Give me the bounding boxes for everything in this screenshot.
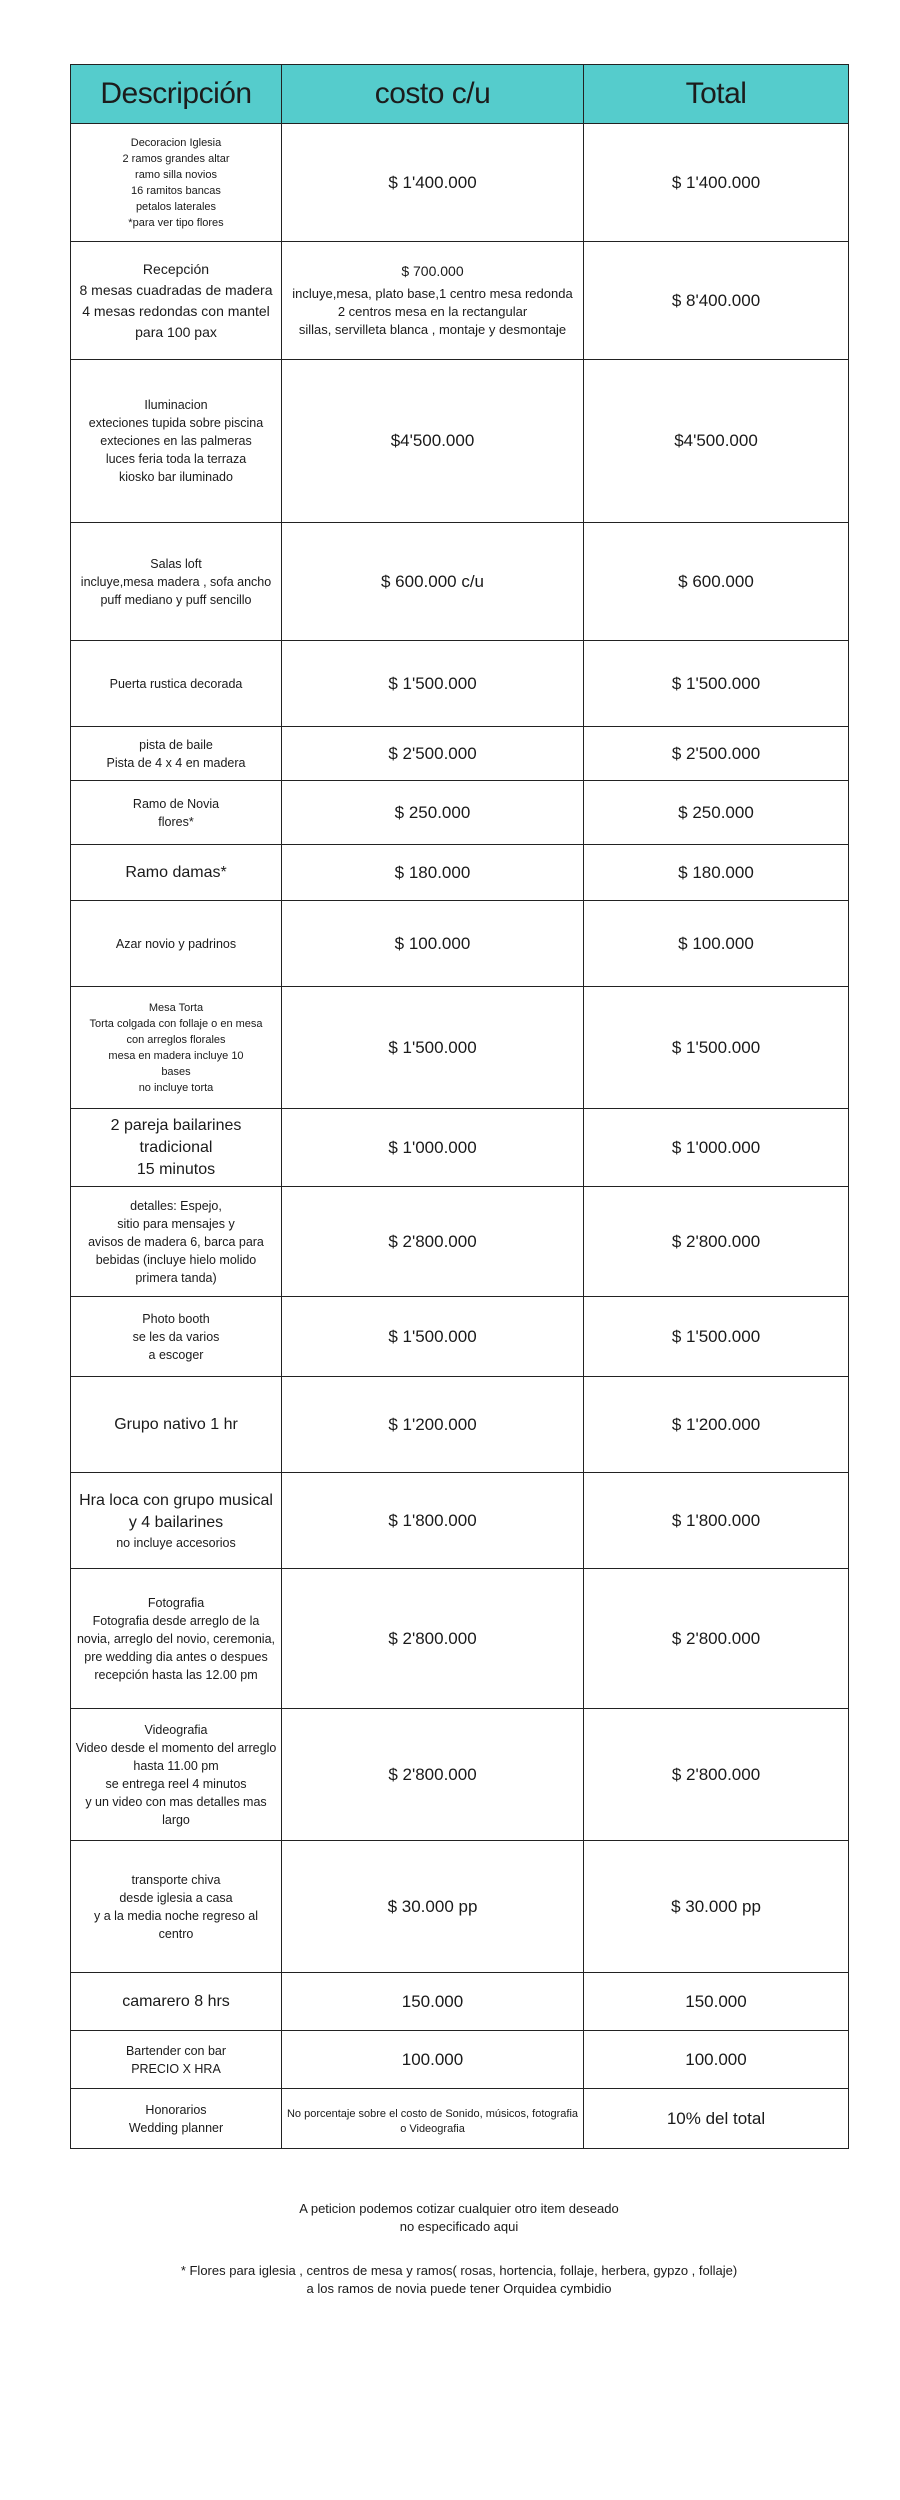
description-line: Grupo nativo 1 hr — [114, 1415, 238, 1433]
description-line: mesa en madera incluye 10 — [108, 1049, 244, 1062]
unit-cost-value: 100.000 — [401, 2049, 464, 2069]
row-description — [71, 523, 282, 641]
unit-cost-value: $ 1'500.000 — [388, 1326, 477, 1346]
description-line: exteciones en las palmeras — [100, 434, 252, 448]
row-total: $ 1'500.000 — [584, 1297, 849, 1377]
description-line: y a la media noche regreso al — [94, 1908, 258, 1923]
unit-cost-value: $ 1'200.000 — [388, 1414, 477, 1434]
row-total: $ 2'800.000 — [584, 1569, 849, 1709]
description-line: centro — [158, 1926, 194, 1941]
description-line: Recepción — [142, 260, 210, 277]
row-unit-cost — [282, 523, 584, 641]
description-line: ramo silla novios — [135, 168, 217, 181]
row-unit-cost — [282, 1841, 584, 1973]
description-line: Salas loft — [150, 556, 202, 571]
row-unit-cost — [282, 1297, 584, 1377]
unit-cost-value: $ 600.000 c/u — [380, 571, 485, 591]
row-description — [71, 360, 282, 523]
table-row — [71, 1297, 849, 1377]
row-total: $ 30.000 pp — [584, 1841, 849, 1973]
row-unit-cost — [282, 2089, 584, 2149]
description-line: y 4 bailarines — [128, 1513, 224, 1531]
table-row — [71, 1109, 849, 1187]
row-total: $ 2'500.000 — [584, 727, 849, 781]
description-line: Photo booth — [142, 1311, 210, 1326]
description-line: se entrega reel 4 minutos — [105, 1776, 247, 1791]
note-line: no especificado aqui — [399, 2219, 519, 2234]
table-row — [71, 1473, 849, 1569]
unit-cost-value: $ 180.000 — [394, 862, 471, 882]
row-description — [71, 987, 282, 1109]
unit-cost-value: $ 700.000 — [401, 262, 464, 279]
table-header-row — [71, 65, 849, 124]
description-line: bases — [161, 1065, 191, 1078]
description-line: recepción hasta las 12.00 pm — [94, 1667, 258, 1682]
row-unit-cost — [282, 2031, 584, 2089]
row-description — [71, 1377, 282, 1473]
description-line: 2 ramos grandes altar — [122, 152, 230, 165]
row-total: 100.000 — [584, 2031, 849, 2089]
price-table — [70, 64, 849, 2149]
row-unit-cost — [282, 124, 584, 242]
description-line: y un video con mas detalles mas largo — [85, 1794, 267, 1827]
description-line: avisos de madera 6, barca para — [88, 1234, 264, 1249]
unit-cost-value: $4'500.000 — [390, 431, 475, 450]
row-total: $ 180.000 — [584, 845, 849, 901]
footer-notes — [70, 2200, 848, 2324]
description-line: detalles: Espejo, — [130, 1198, 222, 1213]
table-row — [71, 1841, 849, 1973]
description-line: Video desde el momento del arreglo — [75, 1740, 277, 1755]
row-unit-cost — [282, 1973, 584, 2031]
description-line: pista de baile — [139, 737, 213, 752]
unit-cost-value: 150.000 — [401, 1991, 464, 2011]
unit-cost-value: $ 2'800.000 — [388, 1764, 477, 1784]
description-line: hasta 11.00 pm — [133, 1758, 219, 1773]
cost-detail-line: 2 centros mesa en la rectangular — [337, 303, 528, 319]
table-row — [71, 987, 849, 1109]
row-total: $4'500.000 — [584, 360, 849, 523]
row-description — [71, 2089, 282, 2149]
unit-cost-detail — [286, 2107, 579, 2137]
note-flowers — [70, 2262, 848, 2298]
table-row — [71, 360, 849, 523]
table-row — [71, 1569, 849, 1709]
description-line: incluye,mesa madera , sofa ancho — [80, 574, 272, 589]
row-description — [71, 1709, 282, 1841]
table-row — [71, 1973, 849, 2031]
row-description — [71, 1109, 282, 1187]
description-line: para 100 pax — [135, 323, 217, 340]
description-line: exteciones tupida sobre piscina — [88, 416, 264, 430]
description-line: a escoger — [148, 1347, 204, 1362]
row-total: $ 1'500.000 — [584, 641, 849, 727]
row-unit-cost — [282, 1569, 584, 1709]
table-row — [71, 523, 849, 641]
description-line: novia, arreglo del novio, ceremonia, — [76, 1631, 276, 1646]
table-row — [71, 727, 849, 781]
row-description — [71, 242, 282, 360]
row-description — [71, 2031, 282, 2089]
description-line: *para ver tipo flores — [128, 216, 224, 229]
unit-cost-value: $ 2'800.000 — [388, 1628, 477, 1648]
note-line: A peticion podemos cotizar cualquier otro item deseado — [299, 2201, 619, 2216]
unit-cost-value: $ 250.000 — [394, 802, 471, 822]
description-line: puff mediano y puff sencillo — [100, 592, 252, 607]
table-row — [71, 124, 849, 242]
row-total: $ 1'000.000 — [584, 1109, 849, 1187]
description-line: Videografia — [144, 1722, 208, 1737]
description-line: sitio para mensajes y — [117, 1216, 235, 1231]
unit-cost-value: $ 100.000 — [394, 933, 471, 953]
description-line: transporte chiva — [131, 1872, 221, 1887]
description-line: 8 mesas cuadradas de madera — [79, 281, 273, 298]
unit-cost-detail — [286, 285, 579, 339]
row-total: 150.000 — [584, 1973, 849, 2031]
row-description — [71, 845, 282, 901]
table-row — [71, 242, 849, 360]
row-unit-cost — [282, 641, 584, 727]
description-line: 4 mesas redondas con mantel — [82, 302, 270, 319]
description-line: flores* — [158, 814, 194, 829]
table-body — [71, 124, 849, 2149]
description-line: Ramo damas* — [125, 863, 227, 881]
row-total: $ 250.000 — [584, 781, 849, 845]
cost-detail-line: sillas, servilleta blanca , montaje y desmontaje — [298, 321, 567, 337]
table-row — [71, 901, 849, 987]
unit-cost-value: $ 2'500.000 — [388, 743, 477, 763]
row-unit-cost — [282, 1109, 584, 1187]
row-description — [71, 727, 282, 781]
table-row — [71, 2031, 849, 2089]
unit-cost-value: $ 1'500.000 — [388, 673, 477, 693]
row-total: $ 1'400.000 — [584, 124, 849, 242]
description-line: luces feria toda la terraza — [105, 452, 247, 466]
description-line: 16 ramitos bancas — [131, 184, 221, 197]
cost-detail-line: o Videografia — [400, 2122, 465, 2135]
unit-cost-value: $ 1'800.000 — [388, 1510, 477, 1530]
row-total: $ 2'800.000 — [584, 1187, 849, 1297]
row-description — [71, 124, 282, 242]
description-line: petalos laterales — [135, 200, 217, 213]
description-line: kiosko bar iluminado — [119, 470, 233, 484]
note-quote-request — [70, 2200, 848, 2236]
description-line: 2 pareja bailarines tradicional — [110, 1116, 242, 1156]
row-description — [71, 1841, 282, 1973]
table-row — [71, 2089, 849, 2149]
row-total: $ 1'200.000 — [584, 1377, 849, 1473]
header-description: Descripción — [71, 65, 282, 124]
quote-table-container — [70, 64, 848, 2149]
note-line: a los ramos de novia puede tener Orquidea cymbidio — [306, 2281, 612, 2296]
row-description — [71, 781, 282, 845]
unit-cost-value: $ 30.000 pp — [387, 1896, 478, 1916]
description-line: Puerta rustica decorada — [109, 676, 243, 691]
row-unit-cost — [282, 1187, 584, 1297]
description-line: bebidas (incluye hielo molido — [95, 1252, 257, 1267]
description-line: Hra loca con grupo musical — [79, 1491, 273, 1509]
table-row — [71, 1709, 849, 1841]
description-line: pre wedding dia antes o despues — [84, 1649, 268, 1664]
description-line: se les da varios — [132, 1329, 220, 1344]
row-unit-cost — [282, 901, 584, 987]
table-row — [71, 1187, 849, 1297]
row-unit-cost — [282, 781, 584, 845]
unit-cost-value: $ 1'500.000 — [388, 1037, 477, 1057]
cost-detail-line: No porcentaje sobre el costo de Sonido, músicos, fotografia — [286, 2107, 579, 2120]
description-line: Fotografia — [147, 1595, 205, 1610]
description-line: no incluye accesorios — [116, 1535, 236, 1550]
description-line: Fotografia desde arreglo de la — [92, 1613, 260, 1628]
row-total: $ 1'800.000 — [584, 1473, 849, 1569]
description-line: desde iglesia a casa — [119, 1890, 233, 1905]
row-description — [71, 901, 282, 987]
row-description — [71, 1297, 282, 1377]
description-line: Bartender con bar — [125, 2043, 227, 2058]
row-unit-cost — [282, 987, 584, 1109]
row-total: 10% del total — [584, 2089, 849, 2149]
row-unit-cost — [282, 360, 584, 523]
table-row — [71, 845, 849, 901]
description-line: PRECIO X HRA — [131, 2061, 221, 2076]
row-description — [71, 1973, 282, 2031]
description-line: Azar novio y padrinos — [115, 936, 237, 951]
description-line: Mesa Torta — [148, 1001, 204, 1014]
table-row — [71, 1377, 849, 1473]
description-line: Wedding planner — [128, 2120, 224, 2135]
description-line: Torta colgada con follaje o en mesa — [89, 1017, 263, 1030]
description-line: Iluminacion — [144, 398, 208, 412]
unit-cost-value: $ 1'000.000 — [388, 1137, 477, 1157]
row-unit-cost — [282, 845, 584, 901]
note-line: * Flores para iglesia , centros de mesa y ramos( rosas, hortencia, follaje, herbera, gypzo , follaje) — [180, 2263, 738, 2278]
row-unit-cost — [282, 727, 584, 781]
row-total: $ 1'500.000 — [584, 987, 849, 1109]
description-line: 15 minutos — [136, 1160, 216, 1178]
row-description — [71, 641, 282, 727]
row-total: $ 8'400.000 — [584, 242, 849, 360]
unit-cost-value: $ 2'800.000 — [388, 1231, 477, 1251]
table-row — [71, 781, 849, 845]
description-line: no incluye torta — [138, 1081, 214, 1094]
table-row — [71, 641, 849, 727]
description-line: con arreglos florales — [126, 1033, 226, 1046]
description-line: Pista de 4 x 4 en madera — [106, 755, 246, 770]
cost-detail-line: incluye,mesa, plato base,1 centro mesa redonda — [292, 285, 573, 301]
unit-cost-value: $ 1'400.000 — [388, 172, 477, 192]
row-unit-cost — [282, 1709, 584, 1841]
description-line: Decoracion Iglesia — [130, 136, 222, 149]
row-description — [71, 1473, 282, 1569]
description-line: Ramo de Novia — [132, 796, 220, 811]
row-total: $ 2'800.000 — [584, 1709, 849, 1841]
row-description — [71, 1187, 282, 1297]
row-total: $ 600.000 — [584, 523, 849, 641]
header-unit-cost: costo c/u — [282, 65, 584, 124]
description-line: camarero 8 hrs — [122, 1992, 230, 2010]
row-description — [71, 1569, 282, 1709]
row-total: $ 100.000 — [584, 901, 849, 987]
row-unit-cost — [282, 242, 584, 360]
row-unit-cost — [282, 1473, 584, 1569]
description-line: primera tanda) — [135, 1270, 217, 1285]
header-total: Total — [584, 65, 849, 124]
description-line: Honorarios — [145, 2102, 207, 2117]
row-unit-cost — [282, 1377, 584, 1473]
